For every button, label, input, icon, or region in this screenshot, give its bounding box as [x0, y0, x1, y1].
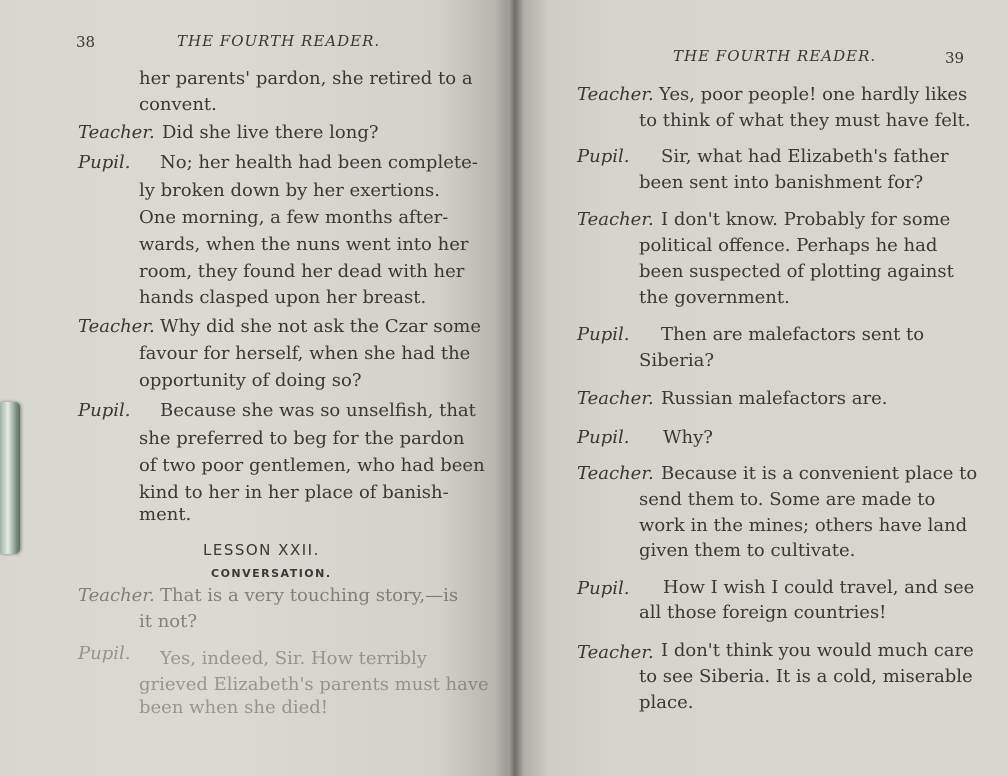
text-line: I don't think you would much care	[661, 640, 974, 661]
text-line: One morning, a few months after-	[139, 207, 449, 228]
text-line: to see Siberia. It is a cold, miserable	[639, 666, 973, 687]
right-page	[515, 0, 1008, 776]
running-head-left: THE FOURTH READER.	[177, 32, 381, 50]
text-line: her parents' pardon, she retired to a	[139, 68, 473, 89]
text-line: convent.	[139, 94, 217, 115]
speaker-label: Pupil.	[78, 643, 131, 664]
lesson-subtitle: CONVERSATION.	[211, 567, 332, 580]
text-line: she preferred to beg for the pardon	[139, 428, 465, 449]
text-line: kind to her in her place of banish-	[139, 482, 449, 503]
text-line: favour for herself, when she had the	[139, 343, 471, 364]
speaker-label: Pupil.	[577, 427, 630, 448]
text-line: grieved Elizabeth's parents must have	[139, 674, 489, 695]
text-line: political offence. Perhaps he had	[639, 235, 938, 256]
text-line: wards, when the nuns went into her	[139, 234, 469, 255]
speaker-label: Pupil.	[78, 400, 131, 421]
speaker-label: Teacher.	[78, 585, 155, 606]
text-line: the government.	[639, 287, 790, 308]
page-number-right: 39	[945, 49, 965, 67]
text-line: Then are malefactors sent to	[661, 324, 925, 345]
text-line: given them to cultivate.	[639, 540, 856, 561]
text-line: Sir, what had Elizabeth's father	[661, 146, 949, 167]
book-gutter	[508, 0, 522, 776]
speaker-label: Teacher.	[577, 463, 654, 484]
text-line: of two poor gentlemen, who had been	[139, 455, 485, 476]
running-head-right: THE FOURTH READER.	[673, 47, 877, 65]
text-line: opportunity of doing so?	[139, 370, 362, 391]
text-line: Siberia?	[639, 350, 715, 371]
text-line: Because it is a convenient place to	[661, 463, 978, 484]
text-line: How I wish I could travel, and see	[663, 577, 975, 598]
speaker-label: Teacher.	[78, 316, 155, 337]
text-line: place.	[639, 692, 694, 713]
text-line: ly broken down by her exertions.	[139, 180, 440, 201]
text-line: been suspected of plotting against	[639, 261, 954, 282]
speaker-label: Pupil.	[577, 324, 630, 345]
text-line: it not?	[139, 611, 198, 632]
text-line: Why did she not ask the Czar some	[160, 316, 482, 337]
speaker-label: Teacher.	[577, 388, 654, 409]
text-line: Why?	[663, 427, 713, 448]
speaker-label: Pupil.	[577, 146, 630, 167]
lesson-title: LESSON XXII.	[203, 541, 320, 559]
speaker-label: Teacher.	[577, 84, 654, 105]
page-number-left: 38	[76, 33, 96, 51]
page-clip	[0, 402, 20, 554]
text-line: Yes, poor people! one hardly likes	[659, 84, 968, 105]
speaker-label: Teacher.	[577, 209, 654, 230]
text-line: room, they found her dead with her	[139, 261, 465, 282]
text-line: send them to. Some are made to	[639, 489, 936, 510]
speaker-label: Teacher.	[577, 642, 654, 663]
speaker-label: Teacher.	[78, 122, 155, 143]
text-line: That is a very touching story,—is	[160, 585, 459, 606]
text-line: to think of what they must have felt.	[639, 110, 971, 131]
text-line: been when she died!	[139, 697, 328, 718]
text-line: ment.	[139, 504, 192, 525]
text-line: hands clasped upon her breast.	[139, 287, 427, 308]
speaker-label: Pupil.	[577, 578, 630, 599]
text-line: No; her health had been complete-	[160, 152, 478, 173]
text-line: all those foreign countries!	[639, 602, 887, 623]
text-line: Did she live there long?	[162, 122, 379, 143]
text-line: Because she was so unselfish, that	[160, 400, 476, 421]
speaker-label: Pupil.	[78, 152, 131, 173]
text-line: Russian malefactors are.	[661, 388, 888, 409]
text-line: I don't know. Probably for some	[661, 209, 951, 230]
text-line: been sent into banishment for?	[639, 172, 924, 193]
text-line: work in the mines; others have land	[639, 515, 968, 536]
text-line: Yes, indeed, Sir. How terribly	[160, 648, 427, 669]
